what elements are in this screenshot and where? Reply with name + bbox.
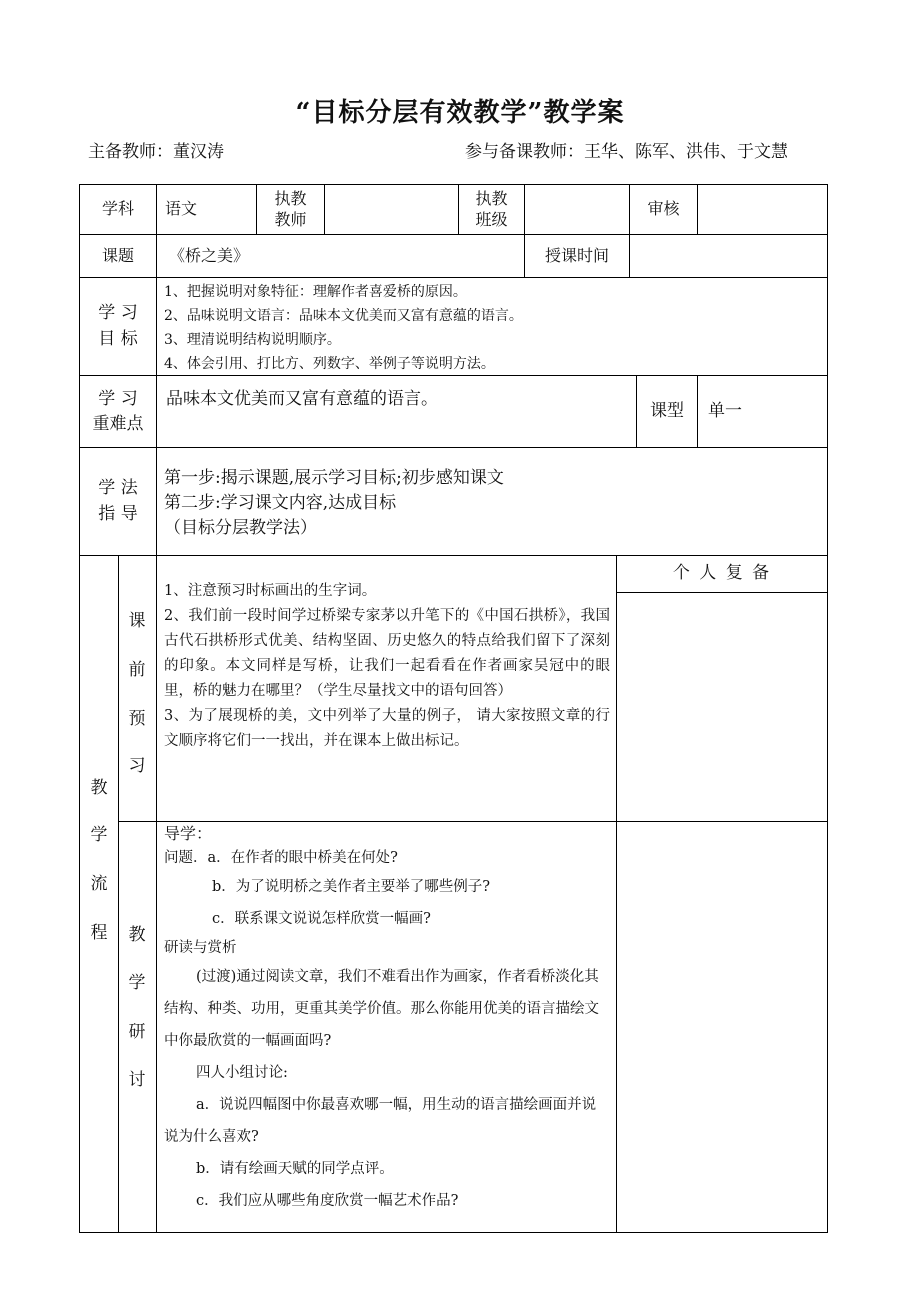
- class-label: 执教 班级: [475, 188, 508, 229]
- group-discussion-title: 四人小组讨论:: [196, 1065, 288, 1081]
- goal-item: 3、理清说明结构说明顺序。: [164, 332, 341, 348]
- difficulty-value: 品味本文优美而又富有意蕴的语言。: [166, 389, 438, 409]
- method-note: （目标分层教学法）: [164, 518, 317, 538]
- class-value[interactable]: [525, 185, 629, 234]
- transition-paragraph: (过渡)通过阅读文章，我们不难看出作为画家，作者看桥淡化其结构、种类、功用，更重其美学价值。那么你能用优美的语言描绘文中你最欣赏的一幅画面吗?: [164, 969, 599, 1049]
- study-content: [164, 823, 610, 1228]
- preview-content: [164, 579, 610, 815]
- personal-prep-header: 个 人 复 备: [672, 563, 772, 584]
- review-value[interactable]: [698, 185, 827, 234]
- group-task-c: c．我们应从哪些角度欣赏一幅艺术作品?: [196, 1193, 459, 1209]
- preview-item: 1、注意预习时标画出的生字词。: [164, 583, 377, 599]
- teacher-value[interactable]: [325, 185, 458, 234]
- method-step: 第一步:揭示课题,展示学习目标;初步感知课文: [164, 468, 504, 488]
- reading-title: 研读与赏析: [164, 940, 237, 956]
- method-step: 第二步:学习课文内容,达成目标: [164, 493, 397, 513]
- guide-title: 导学：: [164, 824, 213, 843]
- group-task-b: b．请有绘画天赋的同学点评。: [196, 1161, 394, 1177]
- guide-question-a: 问题．a．在作者的眼中桥美在何处?: [164, 850, 398, 866]
- teacher-label: 执教 教师: [274, 188, 307, 229]
- group-task-a: a．说说四幅图中你最喜欢哪一幅，用生动的语言描绘画面并说说为什么喜欢?: [164, 1097, 597, 1145]
- goal-item: 4、体会引用、打比方、列数字、举例子等说明方法。: [164, 356, 495, 372]
- co-teachers: 参与备课教师：王华、陈军、洪伟、于文慧: [465, 142, 788, 162]
- guide-question-b: b．为了说明桥之美作者主要举了哪些例子?: [212, 879, 491, 895]
- personal-prep-study-notes[interactable]: [617, 822, 827, 1232]
- guide-question-c: c．联系课文说说怎样欣赏一幅画?: [212, 911, 431, 927]
- goal-item: 1、把握说明对象特征：理解作者喜爱桥的原因。: [164, 284, 467, 300]
- subject-label: 学科: [101, 199, 134, 219]
- method-steps: [164, 466, 604, 546]
- topic-label: 课题: [101, 245, 134, 265]
- preview-item: 2、我们前一段时间学过桥梁专家茅以升笔下的《中国石拱桥》，我国古代石拱桥形式优美、结构坚固、历史悠久的特点给我们留下了深刻的印象。本文同样是写桥，让我们一起看看在作者画家吴冠中的眼里，桥的魅力在哪里？（学生尽量找文中的语句回答）: [164, 608, 610, 699]
- class-time-label: 授课时间: [544, 245, 609, 265]
- review-label: 审核: [647, 199, 680, 219]
- goals-list: [164, 280, 819, 374]
- document-title: “目标分层有效教学”教学案: [295, 98, 625, 128]
- goal-item: 2、品味说明文语言：品味本文优美而又富有意蕴的语言。: [164, 308, 523, 324]
- difficulty-label: 学 习 重难点: [92, 388, 144, 434]
- preview-item: 3、为了展现桥的美，文中列举了大量的例子， 请大家按照文章的行文顺序将它们一一找出，并在课本上做出标记。: [164, 708, 610, 749]
- lesson-type-label: 课型: [650, 400, 684, 421]
- personal-prep-preview-notes[interactable]: [617, 593, 827, 821]
- teacher-info: [88, 137, 788, 161]
- topic-value: 《桥之美》: [169, 245, 250, 265]
- method-label: 学 法 指 导: [98, 478, 138, 524]
- goals-label: 学 习 目 标: [98, 303, 138, 349]
- subject-value: 语文: [165, 199, 198, 219]
- main-teacher: 主备教师：董汉涛: [88, 142, 224, 162]
- lesson-type-value: 单一: [708, 400, 742, 421]
- class-time-value[interactable]: [630, 235, 827, 277]
